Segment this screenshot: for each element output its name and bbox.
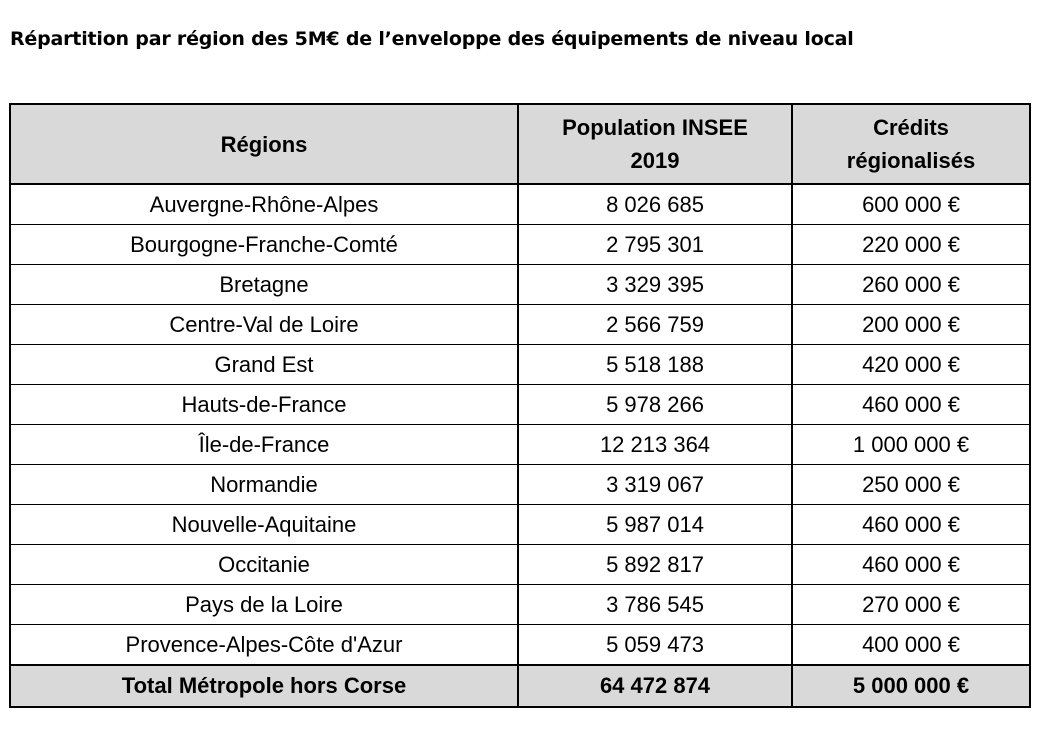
population-cell: 5 987 014 [518, 505, 792, 545]
header-population [518, 104, 792, 184]
credits-cell: 270 000 € [792, 585, 1030, 625]
population-cell: 3 786 545 [518, 585, 792, 625]
table-row [10, 505, 1030, 545]
table-row [10, 465, 1030, 505]
region-cell: Île-de-France [10, 425, 518, 465]
region-cell: Centre-Val de Loire [10, 305, 518, 345]
population-cell: 2 566 759 [518, 305, 792, 345]
header-row [10, 104, 1030, 184]
region-cell: Occitanie [10, 545, 518, 585]
region-cell: Bretagne [10, 265, 518, 305]
header-credits-line2: régionalisés [846, 148, 976, 173]
table-row [10, 184, 1030, 225]
page-title: Répartition par région des 5M€ de l’enveloppe des équipements de niveau local [10, 28, 854, 50]
total-population: 64 472 874 [518, 665, 792, 707]
region-cell: Hauts-de-France [10, 385, 518, 425]
credits-cell: 460 000 € [792, 385, 1030, 425]
population-cell: 5 059 473 [518, 625, 792, 666]
population-cell: 2 795 301 [518, 225, 792, 265]
table-row [10, 225, 1030, 265]
table-row [10, 385, 1030, 425]
credits-cell: 420 000 € [792, 345, 1030, 385]
total-credits: 5 000 000 € [792, 665, 1030, 707]
credits-cell: 250 000 € [792, 465, 1030, 505]
table-row [10, 585, 1030, 625]
total-label: Total Métropole hors Corse [10, 665, 518, 707]
table-row [10, 625, 1030, 666]
header-region [10, 104, 518, 184]
region-cell: Nouvelle-Aquitaine [10, 505, 518, 545]
table-row [10, 545, 1030, 585]
total-row [10, 665, 1030, 707]
region-cell: Provence-Alpes-Côte d'Azur [10, 625, 518, 666]
population-cell: 8 026 685 [518, 184, 792, 225]
population-cell: 5 978 266 [518, 385, 792, 425]
credits-cell: 220 000 € [792, 225, 1030, 265]
header-credits-line1: Crédits [873, 115, 949, 140]
credits-cell: 1 000 000 € [792, 425, 1030, 465]
allocation-table [9, 103, 1031, 708]
region-cell: Bourgogne-Franche-Comté [10, 225, 518, 265]
table-row [10, 265, 1030, 305]
table-row [10, 305, 1030, 345]
table-row [10, 425, 1030, 465]
region-cell: Normandie [10, 465, 518, 505]
population-cell: 5 892 817 [518, 545, 792, 585]
header-population-line1: Population INSEE [562, 115, 748, 140]
population-cell: 12 213 364 [518, 425, 792, 465]
population-cell: 3 319 067 [518, 465, 792, 505]
credits-cell: 200 000 € [792, 305, 1030, 345]
header-population-line2: 2019 [630, 148, 680, 173]
header-region-label: Régions [220, 131, 308, 157]
credits-cell: 260 000 € [792, 265, 1030, 305]
region-cell: Pays de la Loire [10, 585, 518, 625]
region-cell: Grand Est [10, 345, 518, 385]
credits-cell: 600 000 € [792, 184, 1030, 225]
credits-cell: 460 000 € [792, 505, 1030, 545]
table-row [10, 345, 1030, 385]
header-credits [792, 104, 1030, 184]
population-cell: 5 518 188 [518, 345, 792, 385]
population-cell: 3 329 395 [518, 265, 792, 305]
credits-cell: 400 000 € [792, 625, 1030, 666]
region-cell: Auvergne-Rhône-Alpes [10, 184, 518, 225]
credits-cell: 460 000 € [792, 545, 1030, 585]
